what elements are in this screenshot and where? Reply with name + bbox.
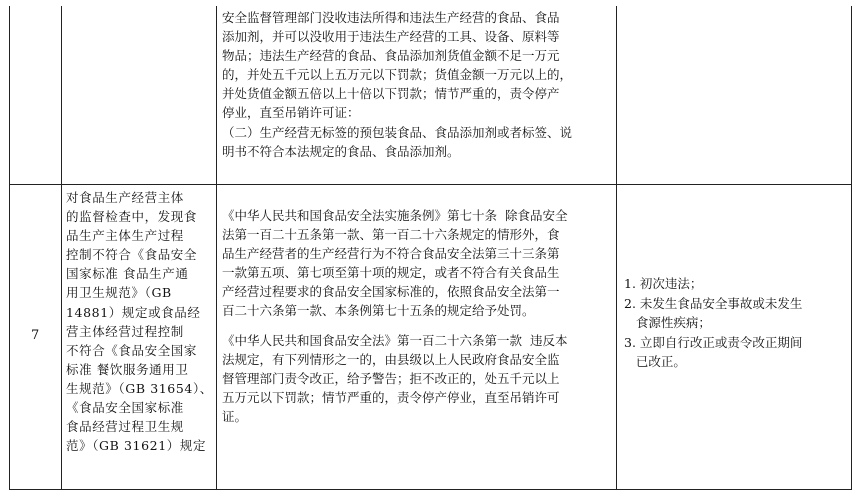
violation-line: 品生产主体生产过程	[66, 228, 184, 244]
row-number: 7	[31, 328, 40, 343]
basis-line: 督管理部门责令改正，给予警告；拒不改正的，处五千元以上	[222, 370, 560, 386]
basis-line: 产经营过程要求的食品安全国家标准的，依照食品安全法第一	[222, 284, 560, 300]
basis-line: 品生产经营者的生产经营行为不符合食品安全法第三十三条第	[222, 246, 560, 262]
violation-line: 范》（GB 31621）规定	[66, 438, 207, 454]
table-border-col2	[216, 6, 217, 490]
basis-line: 添加剂，并可以没收用于违法生产经营的工具、设备、原料等	[222, 29, 560, 45]
violation-line: 营主体经营过程控制	[66, 323, 184, 339]
table-border-left	[9, 6, 10, 490]
violation-line: 14881）规定或食品经	[66, 304, 201, 320]
basis-line: 停业，直至吊销许可证：	[222, 105, 360, 121]
violation-line: 标准 餐饮服务通用卫	[66, 361, 189, 377]
basis-line: 《中华人民共和国食品安全法实施条例》第七十条 除食品安全	[222, 208, 568, 223]
table-border-right	[851, 6, 852, 490]
condition-line: 2. 未发生食品安全事故或未发生	[624, 295, 803, 311]
conditions-cell	[624, 274, 848, 372]
basis-line: 《中华人民共和国食品安全法》第一百二十六条第一款 违反本	[222, 332, 568, 348]
basis-line: 五万元以下罚款；情节严重的，责令停产停业，直至吊销许可	[222, 389, 560, 405]
basis-line: （二）生产经营无标签的预包装食品、食品添加剂或者标签、说	[222, 124, 573, 140]
violation-line: 不符合《食品安全国家	[66, 342, 198, 358]
violation-cell	[66, 188, 214, 455]
basis-line: 物品；违法生产经营的食品、食品添加剂货值金额不足一万元	[222, 48, 560, 64]
condition-line: 3. 立即自行改正或责令改正期间	[624, 334, 803, 350]
basis-line: 并处货值金额五倍以上十倍以下罚款；情节严重的，责令停产	[222, 86, 560, 102]
legal-basis-cell	[222, 206, 612, 426]
violation-line: 《食品安全国家标准	[66, 400, 184, 416]
basis-line: 百二十六条第一款、本条例第七十五条的规定给予处罚。	[222, 303, 535, 319]
condition-line: 食源性疾病；	[624, 315, 711, 330]
basis-line: 明书不符合本法规定的食品、食品添加剂。	[222, 143, 460, 159]
basis-line: 法规定，有下列情形之一的，由县级以上人民政府食品安全监	[222, 351, 560, 367]
basis-line: 证。	[222, 408, 248, 424]
violation-line: 用卫生规范》（GB	[66, 285, 172, 301]
table-border-col1	[61, 6, 62, 490]
basis-line: 法第一百二十五条第一款、第一百二十六条规定的情形外，食	[222, 227, 560, 243]
top-row-basis-cell	[222, 8, 612, 161]
violation-line: 食品经营过程卫生规	[66, 419, 184, 435]
condition-line: 已改正。	[624, 354, 686, 369]
condition-line: 1. 初次违法；	[624, 276, 703, 291]
basis-line: 安全监督管理部门没收违法所得和违法生产经营的食品、食品	[222, 10, 560, 25]
violation-line: 国家标准 食品生产通	[66, 266, 189, 282]
violation-line: 控制不符合《食品安全	[66, 247, 198, 263]
table-border-col3	[616, 6, 617, 490]
basis-line: 一款第五项、第七项至第十项的规定，或者不符合有关食品生	[222, 265, 560, 281]
basis-line: 的，并处五千元以上五万元以下罚款；货值金额一万元以上的，	[222, 67, 573, 83]
violation-line: 对食品生产经营主体	[66, 190, 184, 205]
paragraph-gap	[222, 321, 612, 331]
row-divider	[9, 184, 852, 185]
violation-line: 的监督检查中，发现食	[66, 209, 198, 225]
violation-line: 生规范》（GB 31654）、	[66, 380, 213, 396]
table-border-bottom	[9, 489, 852, 490]
